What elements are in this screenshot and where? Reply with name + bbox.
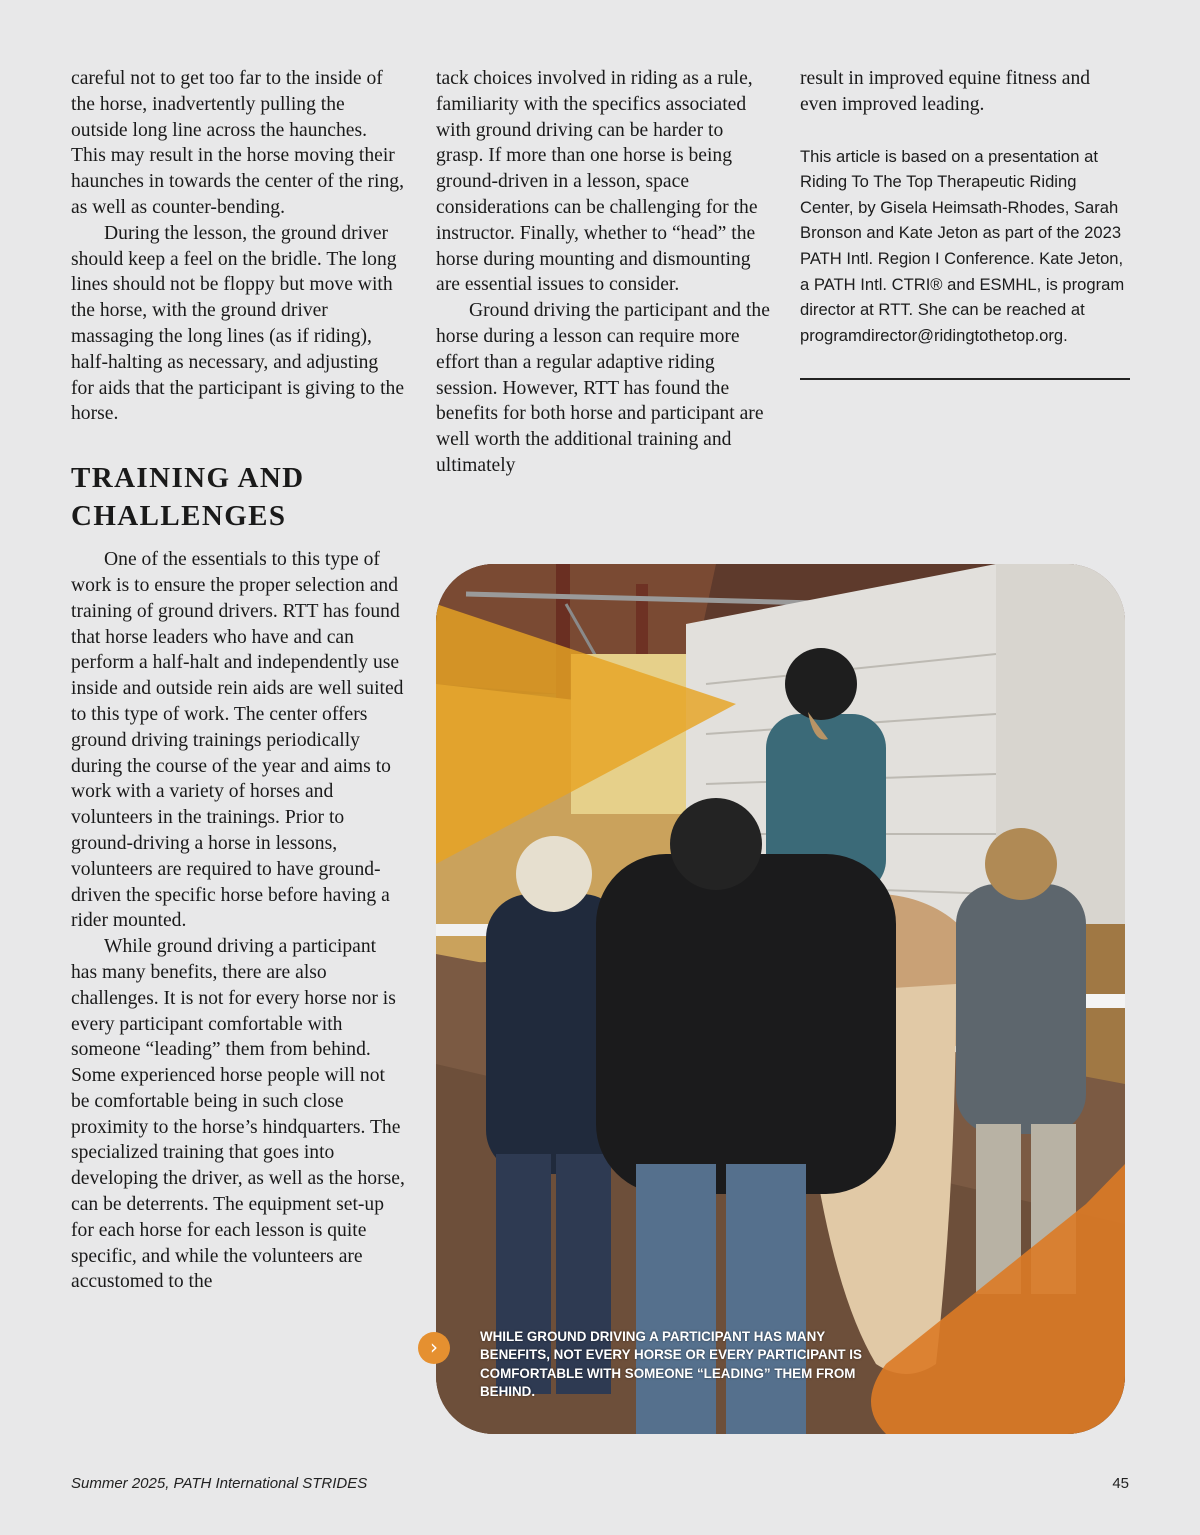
paragraph: Ground driving the participant and the horse during a lesson can require more effort than a regular adaptive riding session. However, RTT has found the benefits for both horse and participant are well worth the additional training and ultimately [436, 300, 770, 476]
paragraph: During the lesson, the ground driver should keep a feel on the bridle. The long lines should not be floppy but move with the horse, with the ground driver massaging the long lines (as if riding), half-halting as necessary, and adjusting for aids that the participant is giving to the horse. [71, 222, 405, 425]
section-heading: TRAINING AND CHALLENGES [71, 462, 305, 533]
article-column-1 [71, 66, 405, 1295]
page-number: 45 [1112, 1475, 1129, 1492]
publication-footer: Summer 2025, PATH International STRIDES [71, 1475, 368, 1492]
arena-scene-illustration [436, 564, 1125, 1434]
article-column-3 [800, 66, 1130, 380]
article-photo [436, 564, 1125, 1434]
paragraph: result in improved equine fitness and even improved leading. [800, 68, 1091, 115]
divider-rule [800, 378, 1130, 380]
paragraph: One of the essentials to this type of work is to ensure the proper selection and training of ground drivers. RTT has found that horse leaders who have and can perform a half-halt and independently use inside and outside rein aids are well suited to this type of work. The center offers ground driving trainings periodically during the course of the year and aims to work with a variety of horses and volunteers in the trainings. Prior to ground-driving a horse in lessons, volunteers are required to have ground-driven the specific horse before having a rider mounted. [71, 549, 404, 932]
photo-caption: WHILE GROUND DRIVING A PARTICIPANT HAS MANY BENEFITS, NOT EVERY HORSE OR EVERY PARTICIPANT IS COMFORTABLE WITH SOMEONE “LEADING” THEM FROM BEHIND. [480, 1329, 862, 1399]
chevron-right-icon: › [418, 1332, 450, 1364]
paragraph: careful not to get too far to the inside of the horse, inadvertently pulling the outside long line across the haunches. This may result in the horse moving their haunches in towards the center of the ring, as well as counter-bending. [71, 68, 404, 218]
paragraph: While ground driving a participant has many benefits, there are also challenges. It is not for every horse nor is every participant comfortable with someone “leading” them from behind. Some experienced horse people will not be comfortable being in such close proximity to the horse’s hindquarters. The specialized training that goes into developing the driver, as well as the horse, can be deterrents. The equipment set-up for each horse for each lesson is quite specific, and while the volunteers are accustomed to the [71, 936, 405, 1293]
paragraph: tack choices involved in riding as a rule, familiarity with the specifics associated with ground driving can be harder to grasp. If more than one horse is being ground-driven in a lesson, space considerations can be challenging for the instructor. Finally, whether to “head” the horse during mounting and dismounting are essential issues to consider. [436, 68, 758, 296]
article-column-2 [436, 66, 770, 479]
author-credit: This article is based on a presentation at Riding To The Top Therapeutic Riding Center, by Gisela Heimsath-Rhodes, Sarah Bronson and Kate Jeton as part of the 2023 PATH Intl. Region I Conference. Kate Jeton, a PATH Intl. CTRI® and ESMHL, is program director at RTT. She can be reached at programdirector@ridingtothetop.org. [800, 146, 1125, 345]
